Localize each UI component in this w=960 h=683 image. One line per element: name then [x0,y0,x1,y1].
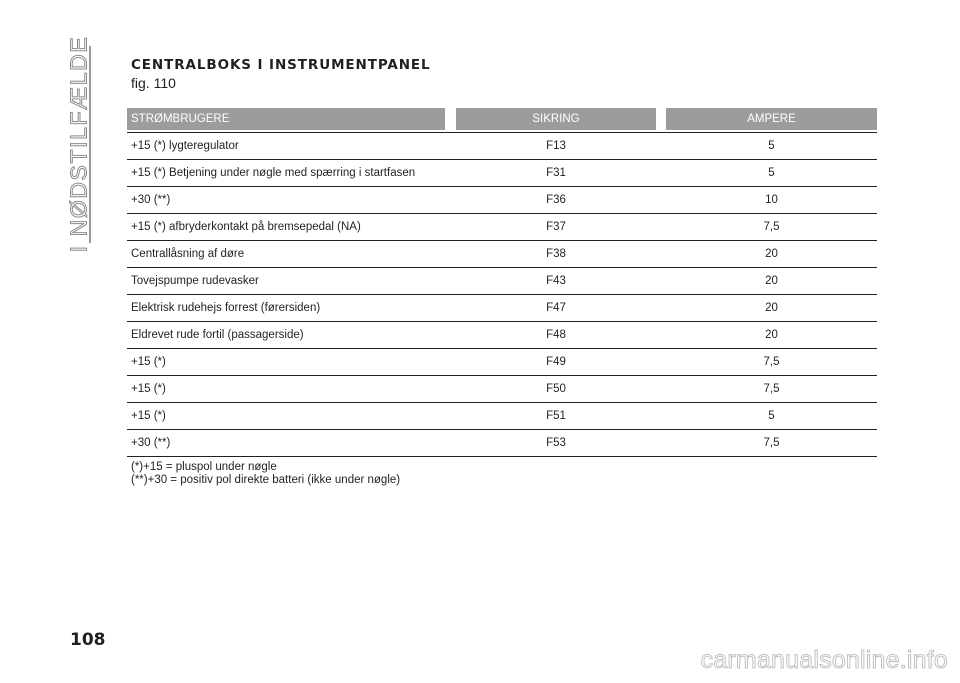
fuse-cell: F47 [546,302,566,314]
ampere-cell: 7,5 [763,437,780,449]
ampere-cell: 5 [768,140,775,152]
table-row [127,241,877,268]
ampere-cell: 7,5 [763,221,780,233]
table-row [127,376,877,403]
column-header-fuse: SIKRING [456,108,656,130]
consumer-cell: Tovejspumpe rudevasker [131,275,259,287]
fuse-cell: F43 [546,275,566,287]
footnote-plus30: (**)+30 = positiv pol direkte batteri (ikke under nøgle) [131,474,401,486]
table-row [127,430,877,457]
fuse-cell: F49 [546,356,566,368]
ampere-cell: 5 [768,167,775,179]
table-row [127,322,877,349]
section-side-title: I NØDSTILFÆLDE [65,35,92,253]
fuse-cell: F53 [546,437,566,449]
fuse-cell: F37 [546,221,566,233]
table-row [127,268,877,295]
watermark: carmanualsonline.info [700,646,948,674]
fuse-cell: F13 [546,140,566,152]
footnote-plus15: (*)+15 = pluspol under nøgle [131,461,277,473]
consumer-cell: Eldrevet rude fortil (passagerside) [131,329,304,341]
ampere-cell: 5 [768,410,775,422]
consumer-cell: +30 (**) [131,437,171,449]
fuse-cell: F48 [546,329,566,341]
table-row [127,349,877,376]
ampere-cell: 20 [765,329,778,341]
page-number: 108 [70,630,106,650]
fuse-cell: F38 [546,248,566,260]
consumer-cell: +30 (**) [131,194,171,206]
table-body [127,132,877,457]
figure-reference: fig. 110 [131,75,176,91]
ampere-cell: 7,5 [763,383,780,395]
ampere-cell: 20 [765,248,778,260]
ampere-cell: 7,5 [763,356,780,368]
ampere-cell: 20 [765,302,778,314]
consumer-cell: +15 (*) afbryderkontakt på bremsepedal (NA) [131,221,361,233]
fuse-cell: F31 [546,167,566,179]
footnotes [131,461,400,487]
table-row [127,160,877,187]
table-header-row [127,108,877,130]
table-row [127,403,877,430]
consumer-cell: +15 (*) [131,356,166,368]
table-row [127,214,877,241]
ampere-cell: 10 [765,194,778,206]
table-row [127,187,877,214]
page-title: CENTRALBOKS I INSTRUMENTPANEL [131,57,431,73]
column-header-ampere: AMPERE [666,108,877,130]
consumer-cell: +15 (*) lygteregulator [131,140,239,152]
table-row [127,133,877,160]
ampere-cell: 20 [765,275,778,287]
table-row [127,295,877,322]
fuse-cell: F51 [546,410,566,422]
consumer-cell: Centrallåsning af døre [131,248,245,260]
fuse-table [127,108,877,457]
fuse-cell: F36 [546,194,566,206]
consumer-cell: Elektrisk rudehejs forrest (førersiden) [131,302,321,314]
column-header-consumer: STRØMBRUGERE [127,108,445,130]
consumer-cell: +15 (*) [131,410,166,422]
fuse-cell: F50 [546,383,566,395]
consumer-cell: +15 (*) Betjening under nøgle med spærring i startfasen [131,167,416,179]
consumer-cell: +15 (*) [131,383,166,395]
